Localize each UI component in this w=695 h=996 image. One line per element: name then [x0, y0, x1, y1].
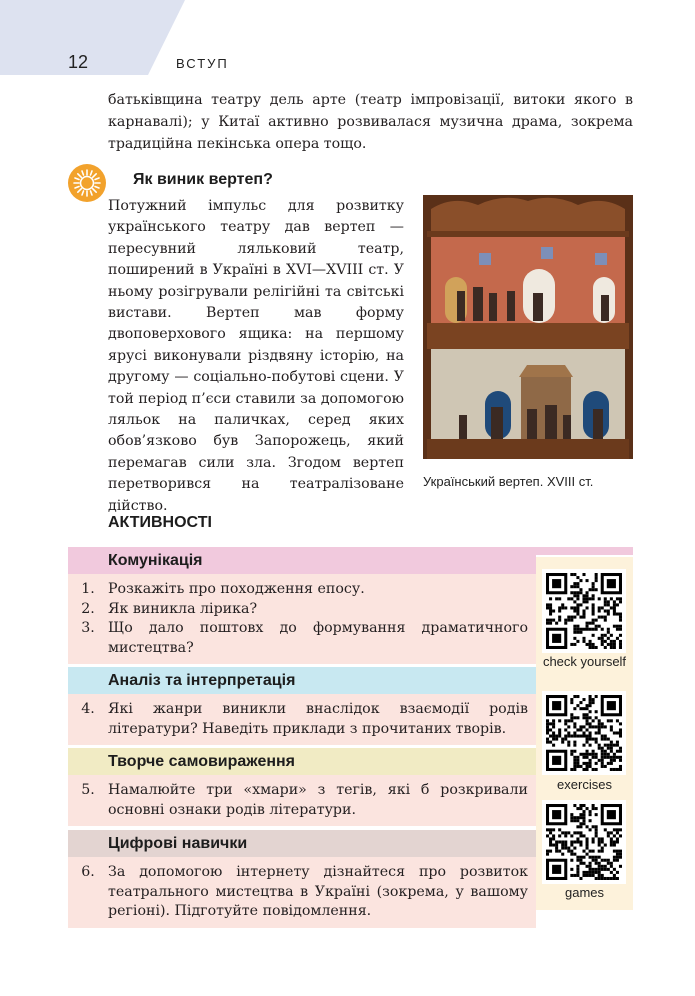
- activity-text: Які жанри виникли внаслідок взаємодії родів літератури? Наведіть приклади з прочитаних творів.: [108, 701, 528, 737]
- activity-number: 6.: [81, 864, 95, 880]
- activity-section: [68, 547, 536, 664]
- activity-list: [68, 694, 536, 745]
- vertep-paragraph: Потужний імпульс для розвитку українського театру дав вертеп — пересувний ляльковий театр, поширений в Україні в XVI—XVIII ст. У ньому розігрували релігійні та світські вистави. Вертеп мав форму двоповерхового ящика: на першому ярусі виконували різдвяну історію, на другому — соціально-побутові сцени. У той період п’єси ставили за допомогою ляльок на паличках, серед яких обов’язково був Запорожець, який перемагав сили зла. Згодом вертеп перетворився на театралізоване дійство.: [108, 198, 404, 514]
- qr-code-icon[interactable]: [542, 691, 626, 775]
- activity-item: [68, 863, 528, 922]
- activity-text: За допомогою інтернету дізнайтеся про розвиток театрального мистецтва в Україні (зокрема, у вашому регіоні). Підготуйте повідомлення.: [108, 864, 528, 919]
- activity-section-title: Цифрові навички: [68, 830, 536, 857]
- qr-panel: [536, 557, 633, 910]
- activity-list: [68, 574, 536, 664]
- activity-item: [68, 700, 528, 739]
- intro-paragraph: батьківщина театру дель арте (театр імпровізації, витоки якого в карнавалі); у Китаї активно розвивалася музична драма, зокрема традиційна пекінська опера тощо.: [108, 92, 633, 152]
- activity-number: 4.: [81, 701, 95, 717]
- activity-section: [68, 748, 536, 826]
- activity-item: [68, 781, 528, 820]
- sun-icon: [68, 164, 106, 202]
- activity-number: 2.: [81, 600, 95, 617]
- activity-text: Як виникла лірика?: [108, 600, 258, 617]
- qr-label-exercises: exercises: [557, 777, 612, 792]
- activity-list: [68, 857, 536, 928]
- activities-title: АКТИВНОСТІ: [108, 514, 212, 531]
- activity-number: 3.: [81, 620, 95, 636]
- header-tab: [0, 0, 185, 75]
- activity-list: [68, 775, 536, 826]
- activity-text: Розкажіть про походження епосу.: [108, 581, 365, 597]
- qr-code-icon[interactable]: [542, 800, 626, 884]
- qr-panel-strip: [536, 547, 633, 555]
- activity-section-title: Комунікація: [68, 547, 536, 574]
- qr-label-games: games: [564, 885, 605, 900]
- activity-text: Що дало поштовх до формування драматичного мистецтва?: [108, 620, 528, 656]
- vertep-photo: [423, 195, 633, 459]
- vertep-heading: Як виник вертеп?: [133, 171, 273, 188]
- activity-number: 5.: [81, 782, 95, 798]
- section-label: ВСТУП: [176, 56, 229, 71]
- activity-item: [68, 600, 528, 620]
- qr-label-check-yourself: check yourself: [542, 654, 627, 669]
- activity-section: [68, 667, 536, 745]
- page-number: 12: [68, 52, 89, 72]
- activity-section-title: Аналіз та інтерпретація: [68, 667, 536, 694]
- qr-code-icon[interactable]: [542, 569, 626, 653]
- activity-section-title: Творче самовираження: [68, 748, 536, 775]
- photo-caption: Український вертеп. XVIII ст.: [423, 474, 594, 489]
- activity-section: [68, 830, 536, 928]
- activity-item: [68, 619, 528, 658]
- activity-item: [68, 580, 528, 600]
- activity-number: 1.: [81, 581, 95, 597]
- activity-text: Намалюйте три «хмари» з тегів, які б розкривали основні ознаки родів літератури.: [108, 782, 528, 818]
